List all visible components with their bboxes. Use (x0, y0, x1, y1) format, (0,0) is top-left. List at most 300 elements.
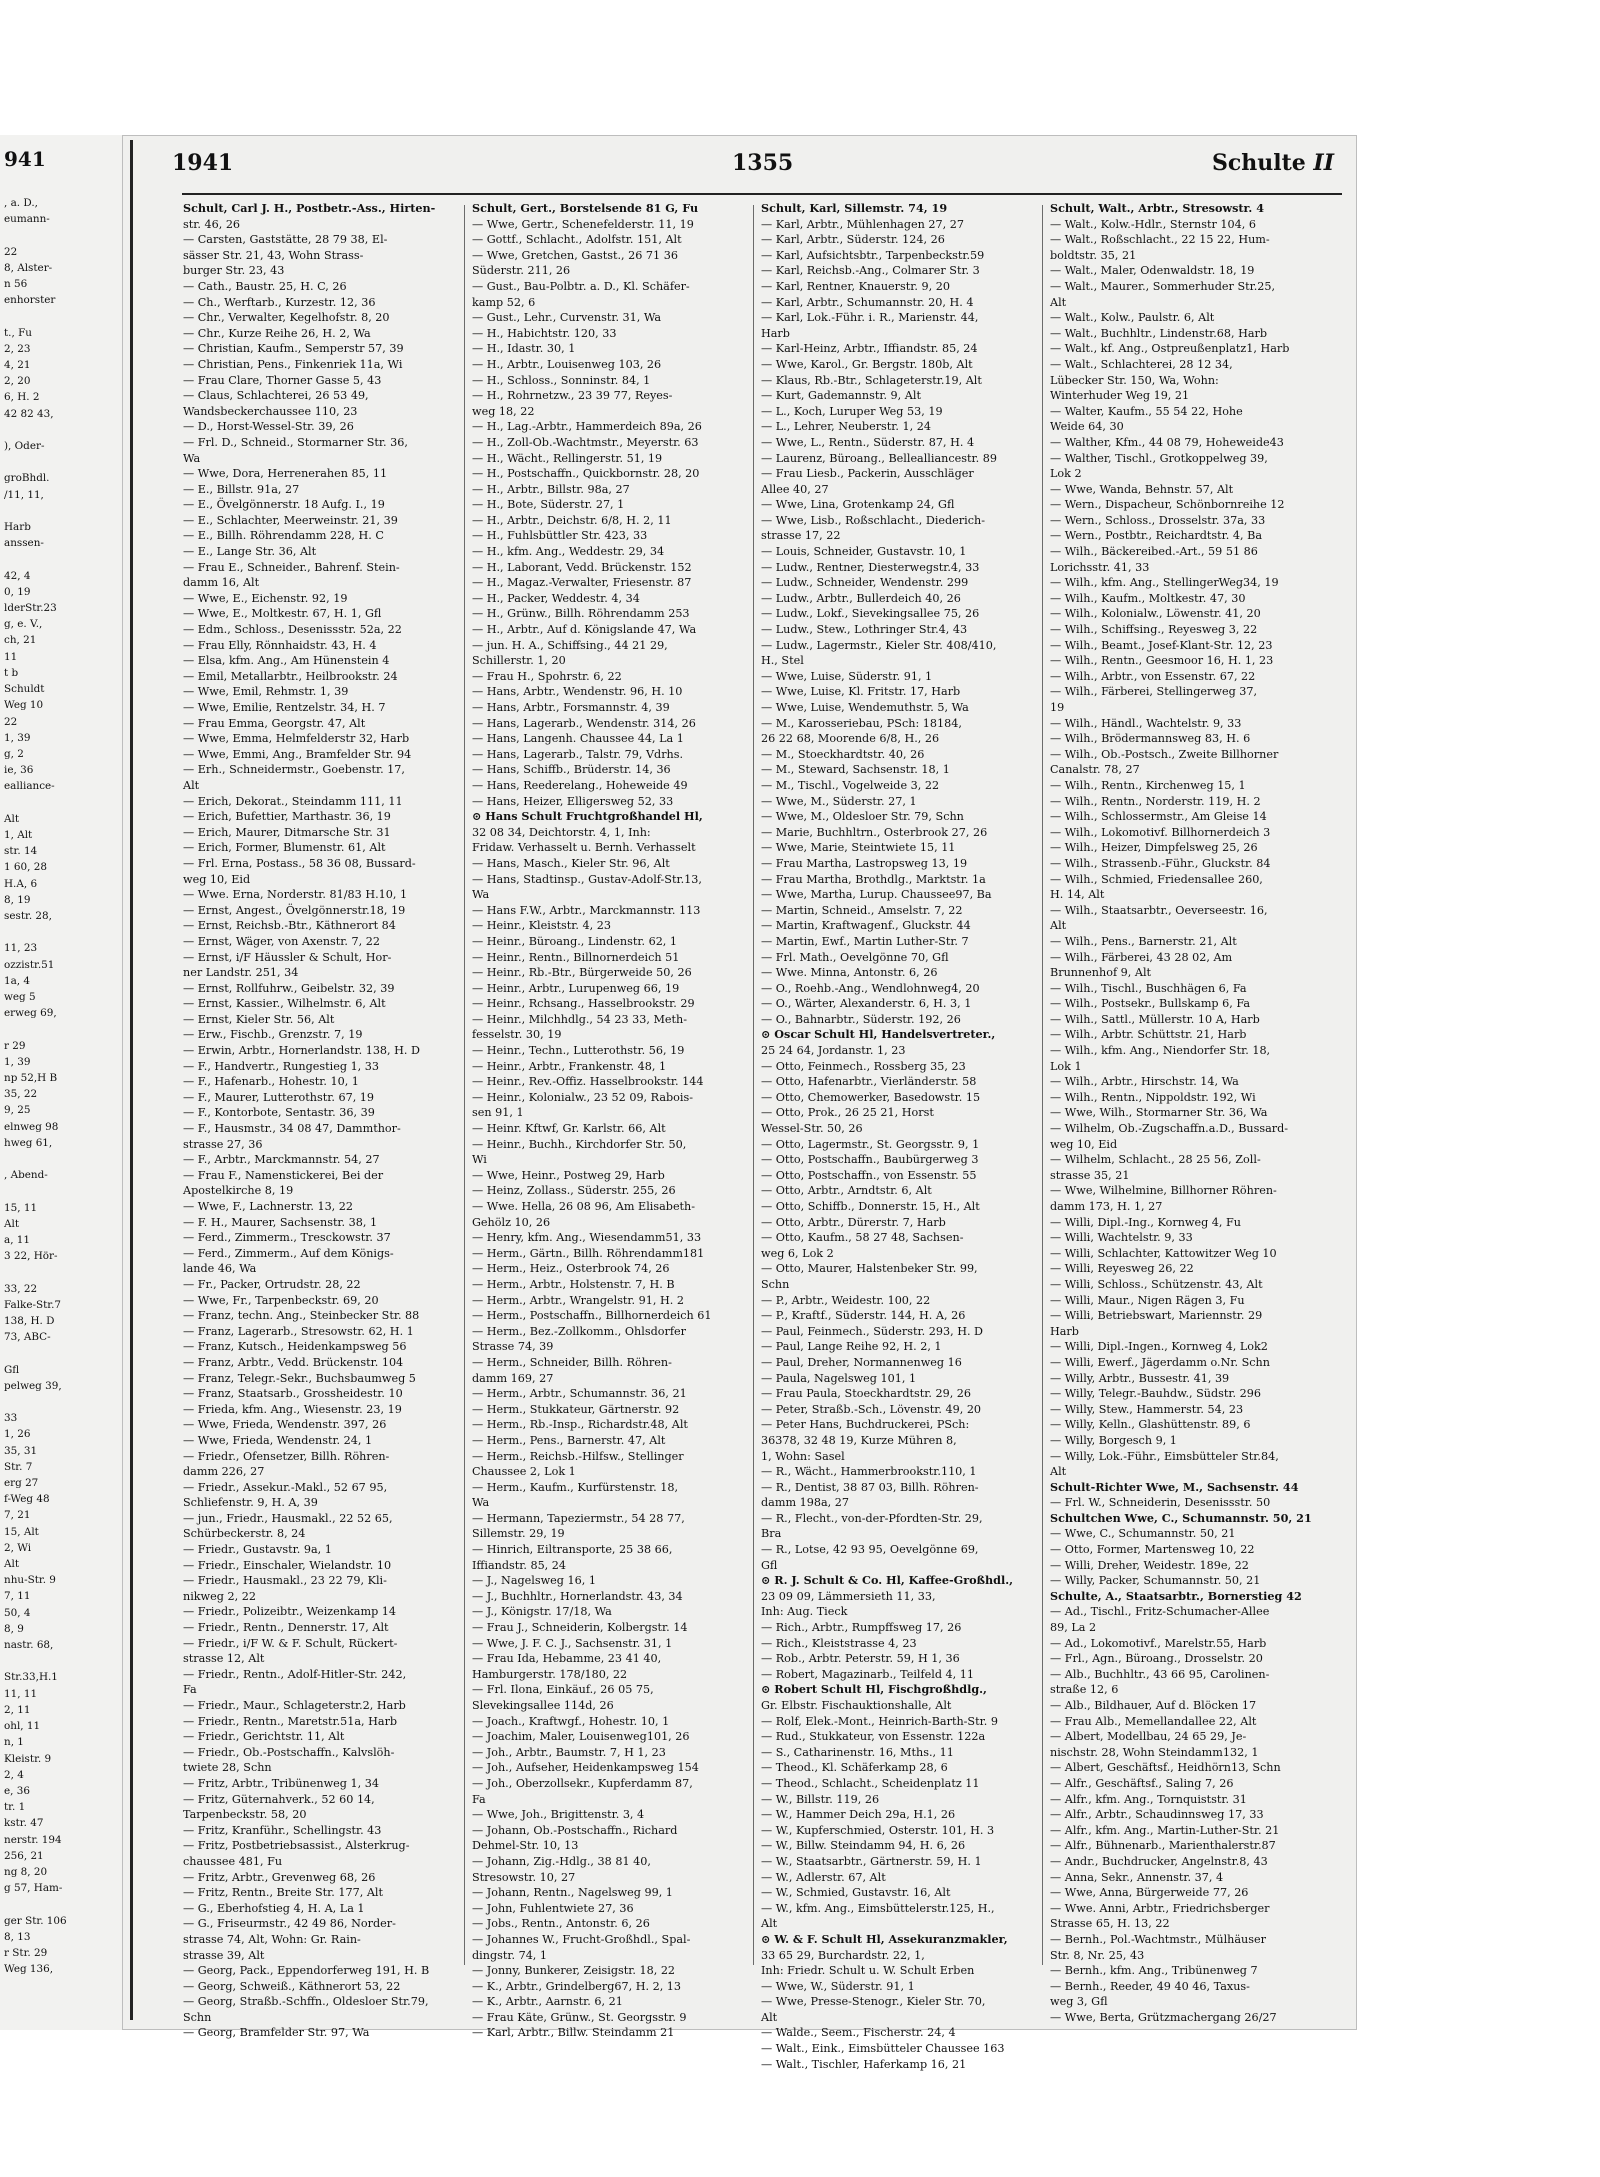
directory-entry-line: — F., Arbtr., Marckmannstr. 54, 27 (183, 1153, 380, 1167)
directory-entry-line: — H., kfm. Ang., Weddestr. 29, 34 (472, 545, 665, 559)
previous-page-line: ozzistr.51 (4, 958, 55, 971)
page-header (172, 150, 1334, 184)
previous-page-line: 1, 39 (4, 731, 31, 744)
directory-entry-line: — W., Staatsarbtr., Gärtnerstr. 59, H. 1 (761, 1854, 982, 1868)
previous-page-line: Falke-Str.7 (4, 1298, 62, 1311)
directory-entry-line: lande 46, Wa (183, 1262, 257, 1276)
directory-entry-line: — E., Schlachter, Meerweinstr. 21, 39 (183, 513, 398, 527)
directory-entry-line: — Cath., Baustr. 25, H. C, 26 (183, 279, 347, 293)
directory-entry-line: Inh: Friedr. Schult u. W. Schult Erben (761, 1964, 975, 1978)
previous-page-line (4, 1896, 122, 1912)
directory-entry-line: — K., Arbtr., Aarnstr. 6, 21 (472, 1995, 623, 2009)
previous-page-line: 8, Alster- (4, 261, 53, 274)
directory-entry-line: Fa (472, 1792, 486, 1806)
directory-entry-line: — Bernh., Pol.-Wachtmstr., Mülhäuser (1050, 1932, 1266, 1946)
directory-entry-line: sässer Str. 21, 43, Wohn Strass- (183, 248, 364, 262)
directory-entry-line: Strasse 74, 39 (472, 1340, 554, 1354)
directory-entry-line: ⊙ R. J. Schult & Co. Hl, Kaffee-Großhdl., (761, 1573, 1014, 1588)
directory-entry-line: — Wilh., Arbtr., von Essenstr. 67, 22 (1050, 669, 1256, 683)
directory-entry-line: — Wwe, E., Moltkestr. 67, H. 1, Gfl (183, 607, 382, 621)
column-divider (464, 205, 465, 1965)
directory-entry-line: — Frau Clare, Thorner Gasse 5, 43 (183, 373, 382, 387)
directory-entry-line: — Alfr., Arbtr., Schaudinnsweg 17, 33 (1050, 1808, 1264, 1822)
directory-entry-line: — Wwe, Luise, Kl. Fritstr. 17, Harb (761, 685, 961, 699)
directory-entry-line: — Wwe, Marie, Steintwiete 15, 11 (761, 841, 956, 855)
directory-entry-line: — Walt., kf. Ang., Ostpreußenplatz1, Harb (1050, 342, 1290, 356)
directory-entry-line: — Ludw., Rentner, Diesterwegstr.4, 33 (761, 560, 980, 574)
previous-page-line: 8, 13 (4, 1930, 31, 1943)
directory-entry-line: — M., Stoeckhardtstr. 40, 26 (761, 747, 925, 761)
column-divider (1042, 205, 1043, 1965)
directory-column-3 (761, 201, 1014, 2071)
directory-entry-line: — Ludw., Lokf., Sievekingsallee 75, 26 (761, 607, 980, 621)
previous-page-line: 2, 23 (4, 342, 31, 355)
directory-entry-line: 36378, 32 48 19, Kurze Mühren 8, (761, 1433, 957, 1447)
previous-page-line: t b (4, 666, 19, 679)
directory-entry-line: — Frau Elly, Rönnhaidstr. 43, H. 4 (183, 638, 377, 652)
directory-entry-line: — Wilh., Tischl., Buschhägen 6, Fa (1050, 981, 1247, 995)
directory-entry-line: 23 09 09, Lämmersieth 11, 33, (761, 1589, 936, 1603)
directory-entry-line: — Wwe, Emilie, Rentzelstr. 34, H. 7 (183, 701, 386, 714)
directory-entry-line: strasse 12, Alt (183, 1652, 265, 1666)
directory-entry-line: damm 16, Alt (183, 576, 260, 590)
directory-entry-line: — Andr., Buchdrucker, Angelnstr.8, 43 (1050, 1854, 1268, 1868)
directory-entry-line: — H., Arbtr., Louisenweg 103, 26 (472, 357, 662, 371)
previous-page-line: 7, 11 (4, 1590, 31, 1603)
directory-entry-line: — Martin, Ewf., Martin Luther-Str. 7 (761, 934, 969, 948)
directory-entry-line: Wandsbeckerchaussee 110, 23 (183, 404, 358, 418)
directory-entry-line: — H., Arbtr., Billstr. 98a, 27 (472, 482, 630, 496)
directory-entry-line: — Walde., Seem., Fischerstr. 24, 4 (761, 2026, 956, 2040)
directory-entry-line: — Ernst, Reichsb.-Btr., Käthnerort 84 (183, 919, 396, 933)
directory-entry-line: — L., Lehrer, Neuberstr. 1, 24 (761, 420, 931, 434)
directory-entry-line: — Otto, Maurer, Halstenbeker Str. 99, (761, 1262, 978, 1276)
directory-entry-line: — Erwin, Arbtr., Hornerlandstr. 138, H. D (183, 1044, 420, 1058)
directory-entry-line: — Rob., Arbtr. Peterstr. 59, H 1, 36 (761, 1652, 960, 1666)
directory-entry-line: Schulte, A., Staatsarbtr., Bornerstieg 42 (1050, 1588, 1302, 1603)
directory-entry-line: — Heinr., Rentn., Billnornerdeich 51 (472, 950, 680, 964)
previous-page-line: 42, 4 (4, 569, 31, 582)
directory-entry-line: — Henry, kfm. Ang., Wiesendamm51, 33 (472, 1231, 702, 1245)
directory-entry-line: — Wwe, Emma, Helmfelderstr 32, Harb (183, 732, 410, 746)
previous-page-line (4, 795, 122, 811)
directory-entry-line: — Willy, Borgesch 9, 1 (1050, 1433, 1177, 1447)
previous-page-line (4, 1264, 122, 1280)
directory-entry-line: Schult, Karl, Sillemstr. 74, 19 (761, 201, 948, 215)
previous-page-line: ealliance- (4, 780, 55, 793)
directory-entry-line: — H., Arbtr., Deichstr. 6/8, H. 2, 11 (472, 513, 672, 527)
directory-entry-line: — jun., Friedr., Hausmakl., 22 52 65, (183, 1511, 393, 1525)
directory-entry-line: — G., Eberhofstieg 4, H. A, La 1 (183, 1901, 365, 1915)
directory-entry-line: damm 226, 27 (183, 1465, 265, 1479)
directory-entry-line: — Willy, Arbtr., Bussestr. 41, 39 (1050, 1371, 1230, 1385)
previous-page-line: nhu-Str. 9 (4, 1574, 56, 1587)
directory-entry-line: — Christian, Kaufm., Semperstr 57, 39 (183, 342, 404, 356)
directory-entry-line: — Heinr., Rchsang., Hasselbrookstr. 29 (472, 997, 695, 1011)
directory-entry-line: kamp 52, 6 (472, 295, 536, 309)
previous-page-line: Str.33,H.1 (4, 1671, 58, 1684)
previous-page-line: 3 22, Hör- (4, 1250, 58, 1263)
directory-entry-line: — Fritz, Postbetriebsassist., Alsterkrug- (183, 1839, 410, 1853)
directory-entry-line: Hamburgerstr. 178/180, 22 (472, 1667, 628, 1681)
directory-entry-line: — Wwe, W., Süderstr. 91, 1 (761, 1979, 915, 1993)
directory-entry-line: — Ferd., Zimmerm., Auf dem Königs- (183, 1246, 394, 1260)
previous-page-line: ch, 21 (4, 634, 37, 647)
directory-entry-line: — P., Arbtr., Weidestr. 100, 22 (761, 1293, 931, 1307)
directory-entry-line: — Heinr., Büroang., Lindenstr. 62, 1 (472, 934, 678, 948)
directory-entry-line: — Willy, Packer, Schumannstr. 50, 21 (1050, 1574, 1261, 1588)
directory-entry-line: — Otto, Schiffb., Donnerstr. 15, H., Alt (761, 1200, 980, 1213)
previous-page-line: Str. 7 (4, 1460, 33, 1473)
previous-page-line: 22 (4, 245, 18, 258)
directory-column-2 (472, 201, 712, 2040)
previous-page-line: 15, Alt (4, 1525, 39, 1538)
directory-entry-line: — Frau Ida, Hebamme, 23 41 40, (472, 1652, 662, 1666)
directory-entry-line: — H., Grünw., Billh. Röhrendamm 253 (472, 607, 690, 621)
previous-page-line: 1, 26 (4, 1428, 31, 1441)
directory-entry-line: — Rolf, Elek.-Mont., Heinrich-Barth-Str. 9 (761, 1714, 998, 1728)
directory-entry-line: — Wilh., Kolonialw., Löwenstr. 41, 20 (1050, 607, 1261, 621)
directory-entry-line: — Walt., Kolw., Paulstr. 6, Alt (1050, 311, 1215, 325)
directory-entry-line: ⊙ W. & F. Schult Hl, Assekuranzmakler, (761, 1931, 1008, 1946)
directory-entry-line: — Wilh., Sattl., Müllerstr. 10 A, Harb (1050, 1012, 1260, 1026)
previous-page-line: 1 60, 28 (4, 861, 47, 874)
directory-entry-line: — O., Bahnarbtr., Süderstr. 192, 26 (761, 1012, 961, 1026)
directory-entry-line: — Walt., Tischler, Haferkamp 16, 21 (761, 2057, 967, 2071)
directory-entry-line: — Wwe. Minna, Antonstr. 6, 26 (761, 966, 938, 980)
directory-entry-line: — H., Fuhlsbüttler Str. 423, 33 (472, 529, 648, 543)
directory-entry-line: — Elsa, kfm. Ang., Am Hünenstein 4 (183, 654, 390, 668)
directory-entry-line: Alt (1050, 295, 1067, 309)
directory-entry-line: — W., Hammer Deich 29a, H.1, 26 (761, 1808, 956, 1822)
directory-entry-line: 26 22 68, Moorende 6/8, H., 26 (761, 732, 940, 746)
previous-page-line: 1a, 4 (4, 974, 31, 987)
directory-entry-line: — Otto, Postschaffn., Baubürgerweg 3 (761, 1153, 979, 1167)
directory-entry-line: — Erw., Fischb., Grenzstr. 7, 19 (183, 1028, 363, 1042)
directory-entry-line: — Frl. Ilona, Einkäuf., 26 05 75, (472, 1683, 654, 1697)
previous-page-line: 11, 23 (4, 942, 38, 955)
directory-entry-line: — Frau Martha, Brothdlg., Marktstr. 1a (761, 872, 986, 886)
directory-entry-line: — R., Wächt., Hammerbrookstr.110, 1 (761, 1465, 977, 1479)
directory-entry-line: — Erich, Dekorat., Steindamm 111, 11 (183, 794, 403, 808)
previous-page-line: 42 82 43, (4, 407, 54, 420)
directory-entry-line: — Edm., Schloss., Desenissstr. 52a, 22 (183, 623, 402, 637)
directory-entry-line: — Karl, Reichsb.-Ang., Colmarer Str. 3 (761, 264, 980, 278)
directory-entry-line: — Willi, Dreher, Weidestr. 189e, 22 (1050, 1558, 1249, 1572)
directory-entry-line: — Heinr., Milchhdlg., 54 23 33, Meth- (472, 1012, 688, 1026)
directory-entry-line: — Wilh., Schlossermstr., Am Gleise 14 (1050, 810, 1267, 824)
directory-entry-line: — Marie, Buchhltrn., Osterbrook 27, 26 (761, 825, 988, 839)
directory-entry-line: — Friedr., Ob.-Postschaffn., Kalvslöh- (183, 1745, 395, 1759)
directory-entry-line: — Wwe, Heinr., Postweg 29, Harb (472, 1168, 665, 1182)
previous-page-line: Weg 136, (4, 1963, 54, 1976)
directory-entry-line: — Hans, Stadtinsp., Gustav-Adolf-Str.13, (472, 872, 702, 886)
directory-entry-line: strasse 39, Alt (183, 1948, 265, 1962)
directory-entry-line: — Wwe, Wanda, Behnstr. 57, Alt (1050, 482, 1234, 496)
directory-entry-line: — Hans F.W., Arbtr., Marckmannstr. 113 (472, 903, 701, 917)
directory-entry-line: — H., Bote, Süderstr. 27, 1 (472, 498, 625, 512)
directory-entry-line: weg 10, Eid (183, 872, 251, 886)
directory-entry-line: Winterhuder Weg 19, 21 (1050, 389, 1190, 403)
previous-page-line: /11, 11, (4, 488, 44, 501)
previous-page-line: Schuldt (4, 683, 45, 696)
directory-entry-line: — Wilh., kfm. Ang., StellingerWeg34, 19 (1050, 576, 1279, 590)
directory-entry-line: 25 24 64, Jordanstr. 1, 23 (761, 1044, 906, 1058)
directory-entry-line: — Paul, Feinmech., Süderstr. 293, H. D (761, 1324, 984, 1338)
previous-page-line: kstr. 47 (4, 1817, 44, 1830)
directory-entry-line: — Willi, Schloss., Schützenstr. 43, Alt (1050, 1277, 1263, 1291)
directory-entry-line: — H., Lag.-Arbtr., Hammerdeich 89a, 26 (472, 420, 702, 434)
directory-entry-line: — Wwe, M., Süderstr. 27, 1 (761, 794, 917, 808)
scan-edge-top (0, 0, 1600, 135)
directory-entry-line: — Kurt, Gademannstr. 9, Alt (761, 389, 921, 403)
directory-entry-line: — Otto, Former, Martensweg 10, 22 (1050, 1543, 1255, 1557)
previous-page-line: lderStr.23 (4, 602, 57, 615)
directory-entry-line: — Willi, Dipl.-Ingen., Kornweg 4, Lok2 (1050, 1340, 1268, 1354)
directory-entry-line: — Erich, Former, Blumenstr. 61, Alt (183, 841, 386, 855)
directory-entry-line: — Ch., Werftarb., Kurzestr. 12, 36 (183, 295, 376, 309)
directory-entry-line: — H., Magaz.-Verwalter, Friesenstr. 87 (472, 576, 692, 590)
directory-entry-line: — Otto, Feinmech., Rossberg 35, 23 (761, 1059, 966, 1073)
directory-entry-line: Süderstr. 211, 26 (472, 264, 571, 278)
directory-entry-line: — F. H., Maurer, Sachsenstr. 38, 1 (183, 1215, 378, 1229)
directory-entry-line: — Heinr., Buchh., Kirchdorfer Str. 50, (472, 1137, 687, 1151)
directory-entry-line: strasse 17, 22 (761, 529, 841, 543)
directory-entry-line: — Hans, Lagerarb., Wendenstr. 314, 26 (472, 716, 696, 730)
directory-entry-line: — Heinr., Arbtr., Frankenstr. 48, 1 (472, 1059, 667, 1073)
directory-entry-line: — Heinr., Rb.-Btr., Bürgerweide 50, 26 (472, 966, 692, 980)
directory-entry-line: — Ferd., Zimmerm., Tresckowstr. 37 (183, 1231, 391, 1245)
directory-entry-line: — Louis, Schneider, Gustavstr. 10, 1 (761, 545, 967, 559)
directory-entry-line: — Carsten, Gaststätte, 28 79 38, El- (183, 233, 388, 247)
directory-entry-line: — Frau J., Schneiderin, Kolbergstr. 14 (472, 1621, 688, 1635)
directory-entry-line: — Wilh., Rentn., Geesmoor 16, H. 1, 23 (1050, 654, 1274, 668)
directory-entry-line: — Fritz, Arbtr., Tribünenweg 1, 34 (183, 1776, 379, 1790)
directory-entry-line: — Ludw., Arbtr., Bullerdeich 40, 26 (761, 591, 961, 605)
directory-entry-line: — Wwe, Fr., Tarpenbeckstr. 69, 20 (183, 1293, 379, 1307)
directory-column-4 (1050, 201, 1312, 2024)
previous-page-line: 2, 11 (4, 1703, 31, 1716)
directory-entry-line: — Wwe, Frieda, Wendenstr. 24, 1 (183, 1433, 373, 1447)
directory-entry-line: — F., Hafenarb., Hohestr. 10, 1 (183, 1075, 359, 1089)
previous-page-line: g, 2 (4, 747, 24, 760)
directory-entry-line: — Klaus, Rb.-Btr., Schlageterstr.19, Alt (761, 373, 982, 387)
previous-page-line: 35, 31 (4, 1444, 38, 1457)
previous-page-line (4, 1183, 122, 1199)
previous-page-line (4, 1151, 122, 1167)
directory-entry-line: — Friedr., Ofensetzer, Billh. Röhren- (183, 1449, 390, 1463)
directory-entry-line: Schillerstr. 1, 20 (472, 654, 566, 668)
directory-entry-line: — W., Schmied, Gustavstr. 16, Alt (761, 1886, 951, 1900)
directory-entry-line: — Friedr., Einschaler, Wielandstr. 10 (183, 1558, 392, 1572)
directory-entry-line: Bra (761, 1527, 782, 1541)
directory-entry-line: — Wwe, Luise, Süderstr. 91, 1 (761, 669, 933, 683)
directory-entry-line: — Friedr., Rentn., Adolf-Hitler-Str. 242, (183, 1667, 407, 1681)
directory-entry-line: — Wwe. Erna, Norderstr. 81/83 H.10, 1 (183, 888, 408, 902)
directory-entry-line: 33 65 29, Burchardstr. 22, 1, (761, 1948, 925, 1962)
directory-entry-line: — W., Adlerstr. 67, Alt (761, 1870, 886, 1884)
previous-page-line: n, 1 (4, 1736, 24, 1749)
directory-entry-line: — Wwe, Martha, Lurup. Chaussee97, Ba (761, 888, 992, 902)
previous-page-line (4, 1021, 122, 1037)
directory-entry-line: H., Stel (761, 654, 804, 668)
directory-entry-line: ⊙ Oscar Schult Hl, Handelsvertreter., (761, 1027, 996, 1042)
directory-entry-line: weg 10, Eid (1050, 1137, 1118, 1151)
directory-entry-line: Schultchen Wwe, C., Schumannstr. 50, 21 (1050, 1510, 1312, 1525)
directory-entry-line: — Claus, Schlachterei, 26 53 49, (183, 389, 369, 403)
previous-page-line (4, 1394, 122, 1410)
directory-entry-line: — Wilh., Rentn., Kirchenweg 15, 1 (1050, 778, 1246, 792)
previous-page-line (4, 503, 122, 519)
previous-page-line: anssen- (4, 537, 44, 550)
directory-entry-line: damm 169, 27 (472, 1371, 554, 1385)
directory-entry-line: — Otto, Chemowerker, Basedowstr. 15 (761, 1090, 981, 1104)
previous-page-line: weg 5 (4, 990, 36, 1003)
directory-entry-line: — Fritz, Rentn., Breite Str. 177, Alt (183, 1886, 384, 1900)
directory-entry-line: Wessel-Str. 50, 26 (761, 1122, 863, 1136)
directory-entry-line: — Peter Hans, Buchdruckerei, PSch: (761, 1418, 970, 1432)
directory-entry-line: — Walther, Tischl., Grotkoppelweg 39, (1050, 451, 1268, 465)
directory-entry-line: — Franz, Lagerarb., Stresowstr. 62, H. 1 (183, 1324, 414, 1338)
previous-page-line: 2, 20 (4, 375, 31, 388)
directory-entry-line: damm 198a, 27 (761, 1496, 849, 1510)
directory-entry-line: — Wern., Schloss., Drosselstr. 37a, 33 (1050, 513, 1266, 527)
directory-entry-line: burger Str. 23, 43 (183, 264, 285, 278)
directory-entry-line: chaussee 481, Fu (183, 1854, 283, 1868)
previous-page-line: f-Weg 48 (4, 1493, 50, 1506)
directory-entry-line: — Herm., Pens., Barnerstr. 47, Alt (472, 1433, 666, 1447)
directory-entry-line: dingstr. 74, 1 (472, 1948, 548, 1962)
previous-page-line: str. 14 (4, 845, 38, 858)
directory-entry-line: — Ludw., Lagermstr., Kieler Str. 408/410, (761, 638, 997, 652)
directory-entry-line: — Heinz, Zollass., Süderstr. 255, 26 (472, 1184, 676, 1198)
previous-page-line: H.A, 6 (4, 877, 38, 890)
previous-page-line: 33, 22 (4, 1282, 38, 1295)
directory-entry-line: — Wwe, Dora, Herrenerahen 85, 11 (183, 467, 388, 481)
directory-entry-line: — Rud., Stukkateur, von Essenstr. 122a (761, 1730, 986, 1744)
directory-entry-line: — Albert, Modellbau, 24 65 29, Je- (1050, 1730, 1247, 1744)
directory-entry-line: — Paula, Nagelsweg 101, 1 (761, 1371, 917, 1385)
previous-page-line: nerstr. 194 (4, 1833, 62, 1846)
directory-entry-line: — Walt., Maler, Odenwaldstr. 18, 19 (1050, 264, 1255, 278)
directory-entry-line: — Frau H., Spohrstr. 6, 22 (472, 669, 622, 683)
directory-entry-line: Dehmel-Str. 10, 13 (472, 1839, 579, 1853)
previous-page-line: 1, Alt (4, 828, 33, 841)
previous-page-line: pelweg 39, (4, 1379, 62, 1392)
directory-entry-line: — Ernst, Rollfuhrw., Geibelstr. 32, 39 (183, 981, 395, 995)
directory-entry-line: — Wwe, F., Lachnerstr. 13, 22 (183, 1200, 354, 1213)
directory-entry-line: — Frl. Erna, Postass., 58 36 08, Bussard- (183, 856, 416, 870)
directory-entry-line: — Frl., Agn., Büroang., Drosselstr. 20 (1050, 1652, 1263, 1666)
directory-entry-line: — Karl, Lok.-Führ. i. R., Marienstr. 44, (761, 311, 979, 325)
directory-entry-line: — Frau F., Namenstickerei, Bei der (183, 1168, 384, 1182)
directory-entry-line: Schürbeckerstr. 8, 24 (183, 1527, 306, 1541)
previous-page-line: , a. D., (4, 197, 38, 209)
directory-entry-line: — D., Horst-Wessel-Str. 39, 26 (183, 420, 354, 434)
directory-entry-line: Str. 8, Nr. 25, 43 (1050, 1948, 1145, 1962)
directory-entry-line: — Ernst, Kieler Str. 56, Alt (183, 1012, 335, 1026)
directory-entry-line: — Wwe, C., Schumannstr. 50, 21 (1050, 1527, 1236, 1541)
directory-entry-line: boldtstr. 35, 21 (1050, 248, 1137, 262)
previous-page-line: tr. 1 (4, 1801, 26, 1814)
directory-entry-line: — O., Wärter, Alexanderstr. 6, H. 3, 1 (761, 997, 972, 1011)
directory-entry-line: H. 14, Alt (1050, 888, 1105, 902)
directory-entry-line: Alt (1050, 919, 1067, 933)
directory-entry-line: — Joh., Oberzollsekr., Kupferdamm 87, (472, 1776, 693, 1790)
directory-entry-line: — Wilh., Färberei, Stellingerweg 37, (1050, 685, 1258, 699)
directory-entry-line: — Wilh., Händl., Wachtelstr. 9, 33 (1050, 716, 1242, 730)
directory-entry-line: — Alb., Bildhauer, Auf d. Blöcken 17 (1050, 1699, 1257, 1712)
directory-entry-line: strasse 27, 36 (183, 1137, 263, 1151)
directory-entry-line: — Fritz, Kranführ., Schellingstr. 43 (183, 1823, 382, 1837)
directory-entry-line: — Friedr., Rentn., Dennerstr. 17, Alt (183, 1621, 389, 1635)
directory-entry-line: damm 173, H. 1, 27 (1050, 1200, 1163, 1213)
directory-entry-line: — Wilhelm, Schlacht., 28 25 56, Zoll- (1050, 1153, 1261, 1167)
directory-entry-line: — W., Kupferschmied, Osterstr. 101, H. 3 (761, 1823, 995, 1837)
directory-entry-line: — Wilh., Arbtr. Schüttstr. 21, Harb (1050, 1028, 1247, 1042)
directory-entry-line: — J., Buchhltr., Hornerlandstr. 43, 34 (472, 1589, 683, 1603)
directory-entry-line: — Joach., Kraftwgf., Hohestr. 10, 1 (472, 1714, 670, 1728)
previous-page-line: 35, 22 (4, 1088, 38, 1101)
directory-entry-line: — Herm., Kaufm., Kurfürstenstr. 18, (472, 1480, 679, 1494)
directory-entry-line: — F., Kontorbote, Sentastr. 36, 39 (183, 1106, 375, 1120)
directory-entry-line: — Friedr., Gerichtstr. 11, Alt (183, 1730, 345, 1744)
directory-entry-line: — Wilh., Heizer, Dimpfelsweg 25, 26 (1050, 841, 1258, 855)
previous-page-line: 50, 4 (4, 1606, 31, 1619)
running-head-suffix: II (1313, 150, 1334, 176)
previous-page-line: nastr. 68, (4, 1639, 54, 1652)
directory-entry-line: — Ad., Lokomotivf., Marelstr.55, Harb (1050, 1636, 1267, 1650)
directory-entry-line: — Friedr., Polizeibtr., Weizenkamp 14 (183, 1605, 397, 1619)
directory-entry-line: — Heinr., Arbtr., Lurupenweg 66, 19 (472, 981, 680, 995)
directory-entry-line: — Ernst, Kassier., Wilhelmstr. 6, Alt (183, 997, 386, 1011)
directory-entry-line: — Ernst, Angest., Övelgönnerstr.18, 19 (183, 903, 406, 917)
directory-entry-line: strasse 74, Alt, Wohn: Gr. Rain- (183, 1932, 361, 1946)
previous-page-line: , Abend- (4, 1169, 48, 1182)
directory-entry-line: Slevekingsallee 114d, 26 (472, 1699, 614, 1712)
directory-entry-line: — Wwe, Wilh., Stormarner Str. 36, Wa (1050, 1106, 1268, 1120)
directory-entry-line: strasse 35, 21 (1050, 1168, 1130, 1182)
directory-entry-line: — Wilh., Brödermannsweg 83, H. 6 (1050, 732, 1251, 746)
directory-entry-line: — Gottf., Schlacht., Adolfstr. 151, Alt (472, 233, 682, 247)
directory-entry-line: — Wilh., Strassenb.-Führ., Gluckstr. 84 (1050, 856, 1271, 870)
directory-entry-line: Weide 64, 30 (1050, 420, 1124, 434)
directory-entry-line: — Frau Emma, Georgstr. 47, Alt (183, 716, 366, 730)
directory-entry-line: — Wwe, Presse-Stenogr., Kieler Str. 70, (761, 1995, 986, 2009)
previous-page-line: 11 (4, 650, 18, 663)
previous-page-fragment (0, 135, 122, 2030)
previous-page-line: r 29 (4, 1039, 26, 1052)
previous-page-line: Harb (4, 521, 31, 534)
directory-entry-line: — Hans, Masch., Kieler Str. 96, Alt (472, 856, 670, 870)
previous-page-line: 4, 21 (4, 359, 31, 372)
directory-entry-line: — E., Billh. Röhrendamm 228, H. C (183, 529, 384, 543)
directory-entry-line: — Willi, Schlachter, Kattowitzer Weg 10 (1050, 1246, 1277, 1260)
directory-entry-line: Alt (1050, 1465, 1067, 1479)
directory-entry-line: — Herm., Bez.-Zollkomm., Ohlsdorfer (472, 1324, 686, 1338)
directory-entry-line: — Wilh., Kaufm., Moltkestr. 47, 30 (1050, 591, 1246, 605)
previous-page-line: 9, 25 (4, 1104, 31, 1117)
directory-entry-line: str. 46, 26 (183, 217, 241, 231)
directory-entry-line: — Frl. W., Schneiderin, Desenissstr. 50 (1050, 1496, 1271, 1510)
directory-entry-line: — H., Schloss., Sonninstr. 84, 1 (472, 373, 651, 387)
directory-entry-line: — Rich., Arbtr., Rumpffsweg 17, 26 (761, 1621, 962, 1635)
directory-entry-line: — Frau Käte, Grünw., St. Georgsstr. 9 (472, 2010, 687, 2024)
directory-entry-line: — Franz, Telegr.-Sekr., Buchsbaumweg 5 (183, 1371, 416, 1385)
directory-entry-line: — Wwe, Anna, Bürgerweide 77, 26 (1050, 1886, 1249, 1900)
previous-page-line: r Str. 29 (4, 1946, 48, 1959)
previous-page-line (4, 422, 122, 438)
